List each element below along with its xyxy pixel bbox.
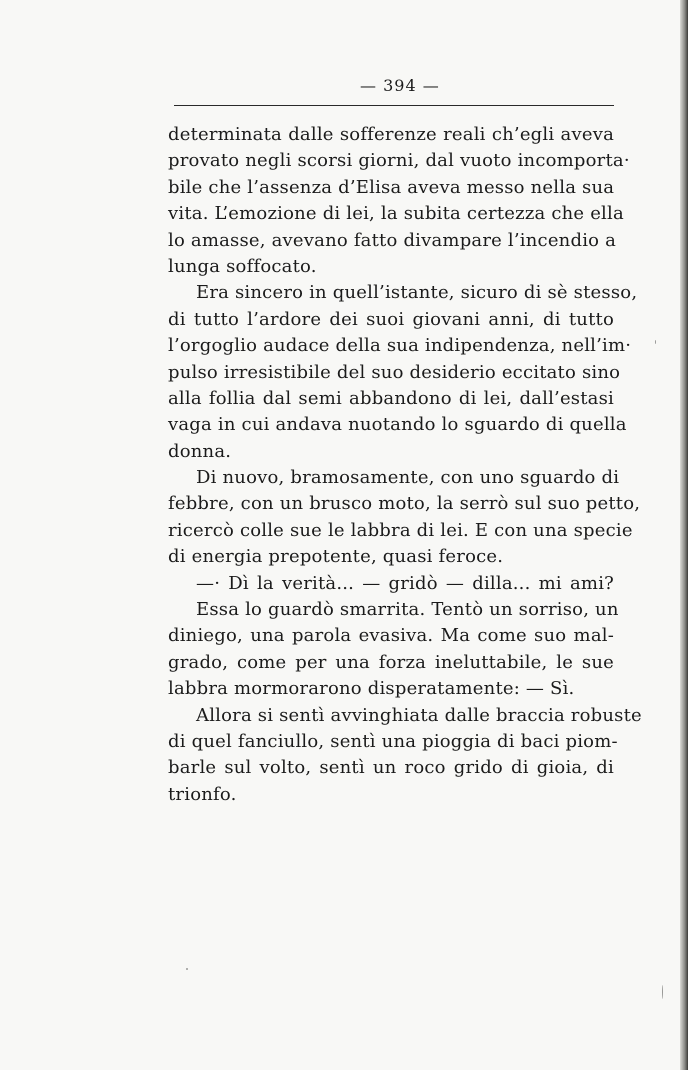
text-line: trionfo. [168,783,237,805]
paper-speck [186,968,188,970]
text-line: diniego, una parola evasiva. Ma come suo mal- [168,625,614,647]
text-line: Essa lo guardò smarrita. Tentò un sorriso, un [196,599,619,621]
text-line: vita. L’emozione di lei, la subita certezza che ella [168,203,624,225]
text-line: Allora si sentì avvinghiata dalle braccia robuste [196,704,642,726]
text-line: labbra mormorarono disperatamente: — Sì. [168,678,575,700]
text-line: l’orgoglio audace della sua indipendenza, nell’im· [168,335,632,357]
text-line: lo amasse, avevano fatto divampare l’incendio a [168,229,617,251]
body-text [168,122,642,808]
text-line: barle sul volto, sentì un roco grido di gioia, di [168,757,614,779]
page-number: — 394 — [360,76,440,95]
header-rule [174,105,614,106]
text-line: provato negli scorsi giorni, dal vuoto incomporta· [168,150,630,172]
text-line: di tutto l’ardore dei suoi giovani anni, di tutto [168,308,614,330]
text-line: Di nuovo, bramosamente, con uno sguardo di [196,467,620,489]
text-line: di quel fanciullo, sentì una pioggia di baci piom- [168,730,618,752]
page-edge-shadow [680,0,688,1070]
text-line: grado, come per una forza ineluttabile, le sue [168,651,614,673]
text-line: donna. [168,440,232,462]
text-line: bile che l’assenza d’Elisa aveva messo nella sua [168,176,615,198]
text-line: —· Dì la verità... — gridò — dilla... mi ami? [196,572,614,594]
text-line: febbre, con un brusco moto, la serrò sul suo petto, [168,493,641,515]
text-line: determinata dalle sofferenze reali ch’egli aveva [168,124,614,145]
text-line: vaga in cui andava nuotando lo sguardo di quella [168,414,627,436]
paper-speck [655,340,656,344]
text-line: di energia prepotente, quasi feroce. [168,546,504,568]
text-line: Era sincero in quell’istante, sicuro di sè stesso, [196,282,638,304]
text-line: pulso irresistibile del suo desiderio eccitato sino [168,361,621,383]
text-line: alla follia dal semi abbandono di lei, dall’estasi [168,387,614,409]
paper-speck [662,985,663,999]
text-line: ricercò colle sue le labbra di lei. E con una specie [168,519,633,541]
text-line: lunga soffocato. [168,255,317,277]
